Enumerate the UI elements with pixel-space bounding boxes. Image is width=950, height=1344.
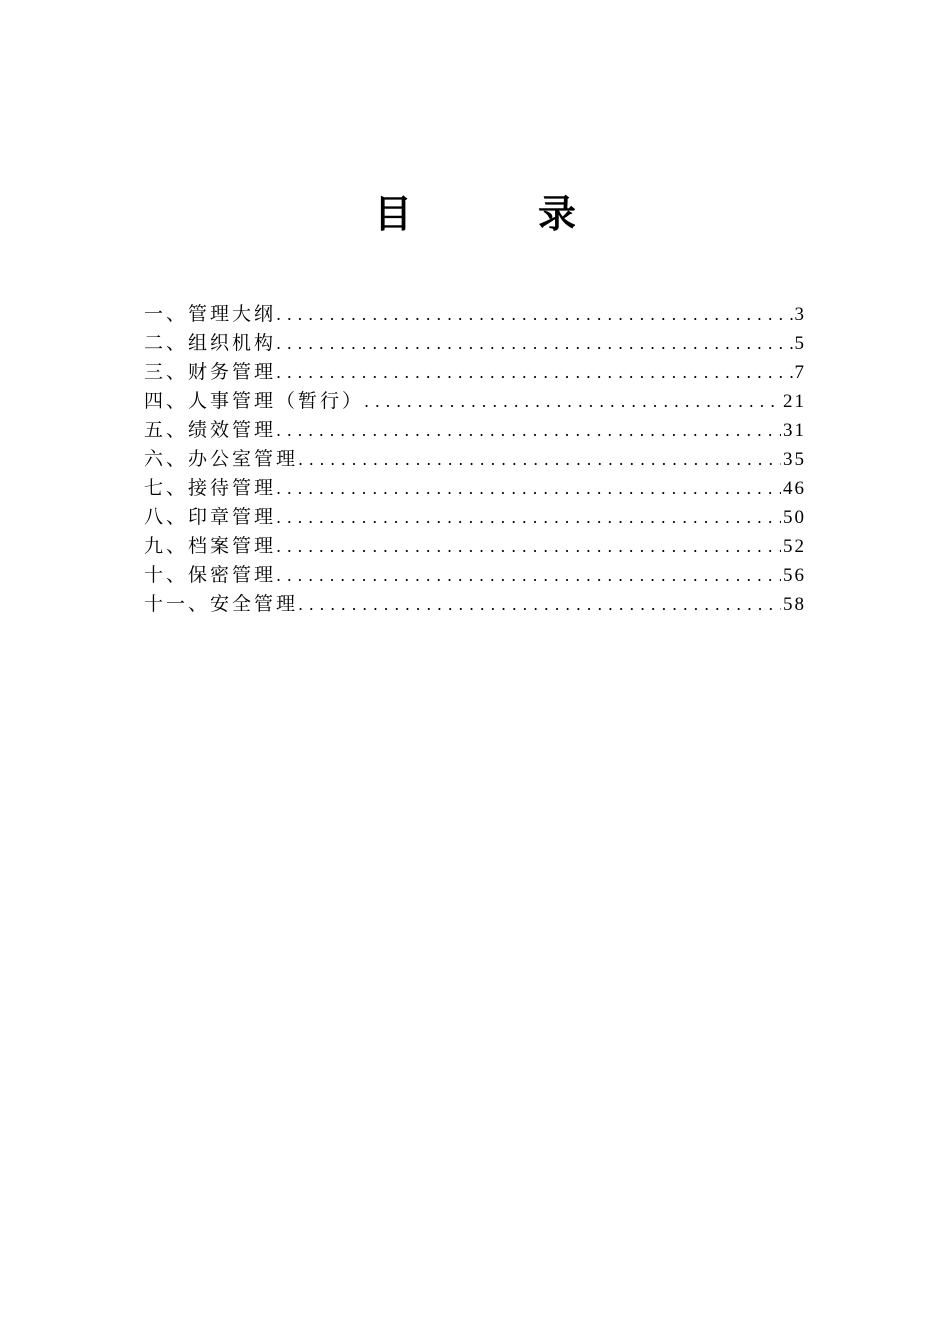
toc-entry-label: 八、印章管理 xyxy=(144,506,277,528)
dot-leader xyxy=(276,358,792,387)
toc-entry-page-number: 31 xyxy=(783,420,806,441)
toc-entry-label: 二、组织机构 xyxy=(144,332,277,354)
toc-entry-page-number: 50 xyxy=(783,507,806,528)
toc-entry-label: 三、财务管理 xyxy=(144,361,277,383)
toc-entry[interactable] xyxy=(144,590,806,619)
toc-entry-label: 十一、安全管理 xyxy=(144,593,299,615)
dot-leader xyxy=(276,474,781,503)
dot-leader xyxy=(276,561,781,590)
toc-entry[interactable] xyxy=(144,445,806,474)
dot-leader xyxy=(364,387,781,416)
toc-entry[interactable] xyxy=(144,561,806,590)
toc-entry[interactable] xyxy=(144,358,806,387)
dot-leader xyxy=(298,445,781,474)
toc-entry[interactable] xyxy=(144,416,806,445)
toc-entry-page-number: 58 xyxy=(783,594,806,615)
toc-entry-label: 一、管理大纲 xyxy=(144,303,277,325)
toc-entry[interactable] xyxy=(144,474,806,503)
toc-entry-label: 五、绩效管理 xyxy=(144,419,277,441)
toc-entry-page-number: 46 xyxy=(783,478,806,499)
toc-entry-page-number: 5 xyxy=(794,333,806,354)
toc-entry-page-number: 21 xyxy=(783,391,806,412)
dot-leader xyxy=(276,503,781,532)
table-of-contents xyxy=(144,300,806,619)
dot-leader xyxy=(276,416,781,445)
toc-entry-page-number: 56 xyxy=(783,565,806,586)
toc-entry[interactable] xyxy=(144,300,806,329)
dot-leader xyxy=(298,590,781,619)
toc-entry-label: 九、档案管理 xyxy=(144,535,277,557)
toc-entry-page-number: 7 xyxy=(794,362,806,383)
toc-entry-label: 七、接待管理 xyxy=(144,477,277,499)
toc-entry[interactable] xyxy=(144,329,806,358)
toc-entry[interactable] xyxy=(144,387,806,416)
toc-entry-label: 十、保密管理 xyxy=(144,564,277,586)
page-title: 目 录 xyxy=(373,191,620,236)
toc-entry-label: 四、人事管理（暂行） xyxy=(144,390,365,412)
toc-entry[interactable] xyxy=(144,532,806,561)
toc-entry-label: 六、办公室管理 xyxy=(144,448,299,470)
toc-entry-page-number: 52 xyxy=(783,536,806,557)
toc-entry-page-number: 3 xyxy=(794,304,806,325)
dot-leader xyxy=(276,329,792,358)
toc-entry-page-number: 35 xyxy=(783,449,806,470)
toc-entry[interactable] xyxy=(144,503,806,532)
dot-leader xyxy=(276,300,792,329)
dot-leader xyxy=(276,532,781,561)
